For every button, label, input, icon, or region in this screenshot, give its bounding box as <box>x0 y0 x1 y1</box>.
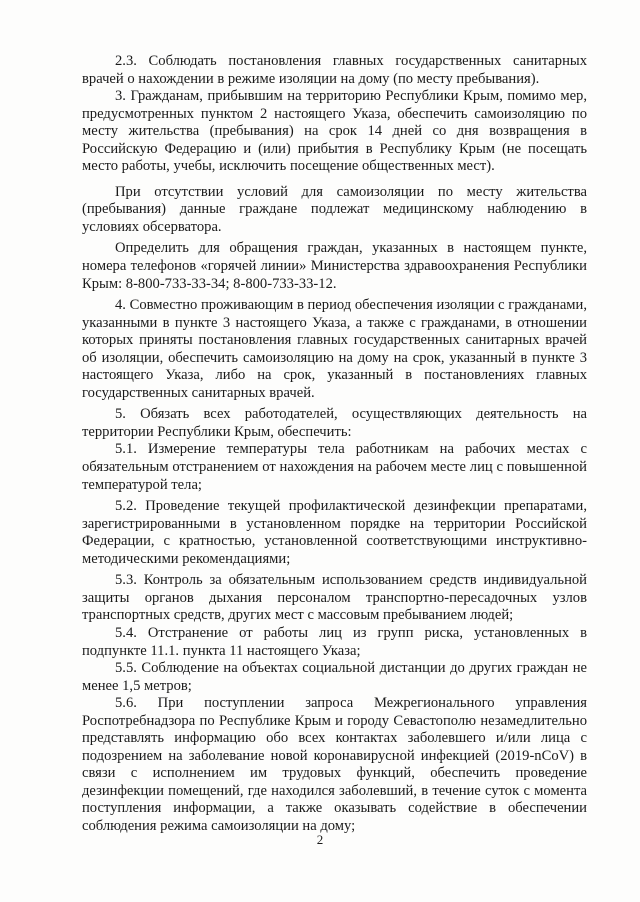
page-number: 2 <box>316 832 324 847</box>
paragraph-5-1: 5.1. Измерение температуры тела работникам на рабочих местах с обязательным отстранением от нахождения на рабочем месте лиц с повышенной температурой тела; <box>82 441 587 493</box>
paragraph-3-hotline: Определить для обращения граждан, указанных в настоящем пункте, номера телефонов «горячей линии» Министерства здравоохранения Республики Крым: 8-800-733-33-34; 8-800-733-33-12. <box>82 240 587 292</box>
paragraph-4: 4. Совместно проживающим в период обеспечения изоляции с гражданами, указанными в пункте 3 настоящего Указа, а также с гражданами, в отношении которых приняты постановления главных государственных санитарных врачей об изоляции, обеспечить самоизоляцию на дому на срок, указанный в пункте 3 настоящего Указа, либо на срок, указанный в постановлениях главных государственных санитарных врачей. <box>82 297 587 401</box>
paragraph-5: 5. Обязать всех работодателей, осуществляющих деятельность на территории Республики Крым, обеспечить: <box>82 406 587 440</box>
paragraph-5-5: 5.5. Соблюдение на объектах социальной дистанции до других граждан не менее 1,5 метров; <box>82 660 587 694</box>
document-body <box>82 53 587 836</box>
paragraph-5-2: 5.2. Проведение текущей профилактической дезинфекции препаратами, зарегистрированными в установленном порядке на территории Российской Федерации, с кратностью, установленной соответствующими инструктивно-методическими рекомендациями; <box>82 498 587 567</box>
paragraph-3: 3. Гражданам, прибывшим на территорию Республики Крым, помимо мер, предусмотренных пунктом 2 настоящего Указа, обеспечить самоизоляцию по месту жительства (пребывания) на срок 14 дней со дня возвращения в Российскую Федерацию и (или) прибытия в Республику Крым (не посещать место работы, учебы, исключить посещение общественных мест). <box>82 88 587 175</box>
paragraph-5-3: 5.3. Контроль за обязательным использованием средств индивидуальной защиты органов дыхания персоналом транспортно-пересадочных узлов транспортных средств, других мест с массовым пребыванием людей; <box>82 572 587 624</box>
paragraph-5-6: 5.6. При поступлении запроса Межрегионального управления Роспотребнадзора по Республике Крым и городу Севастополю незамедлительно представлять информацию обо всех контактах заболевшего и/или лица с подозрением на заболевание новой коронавирусной инфекцией (2019-nCoV) в связи с исполнением им трудовых функций, обеспечить проведение дезинфекции помещений, где находился заболевший, в течение суток с момента поступления информации, а также оказывать содействие в обеспечении соблюдения режима самоизоляции на дому; <box>82 695 587 834</box>
paragraph-3-observator: При отсутствии условий для самоизоляции по месту жительства (пребывания) данные граждане подлежат медицинскому наблюдению в условиях обсерватора. <box>82 183 587 235</box>
paragraph-5-4: 5.4. Отстранение от работы лиц из групп риска, установленных в подпункте 11.1. пункта 11 настоящего Указа; <box>82 624 587 659</box>
paragraph-2-3: 2.3. Соблюдать постановления главных государственных санитарных врачей о нахождении в режиме изоляции на дому (по месту пребывания). <box>82 53 587 87</box>
